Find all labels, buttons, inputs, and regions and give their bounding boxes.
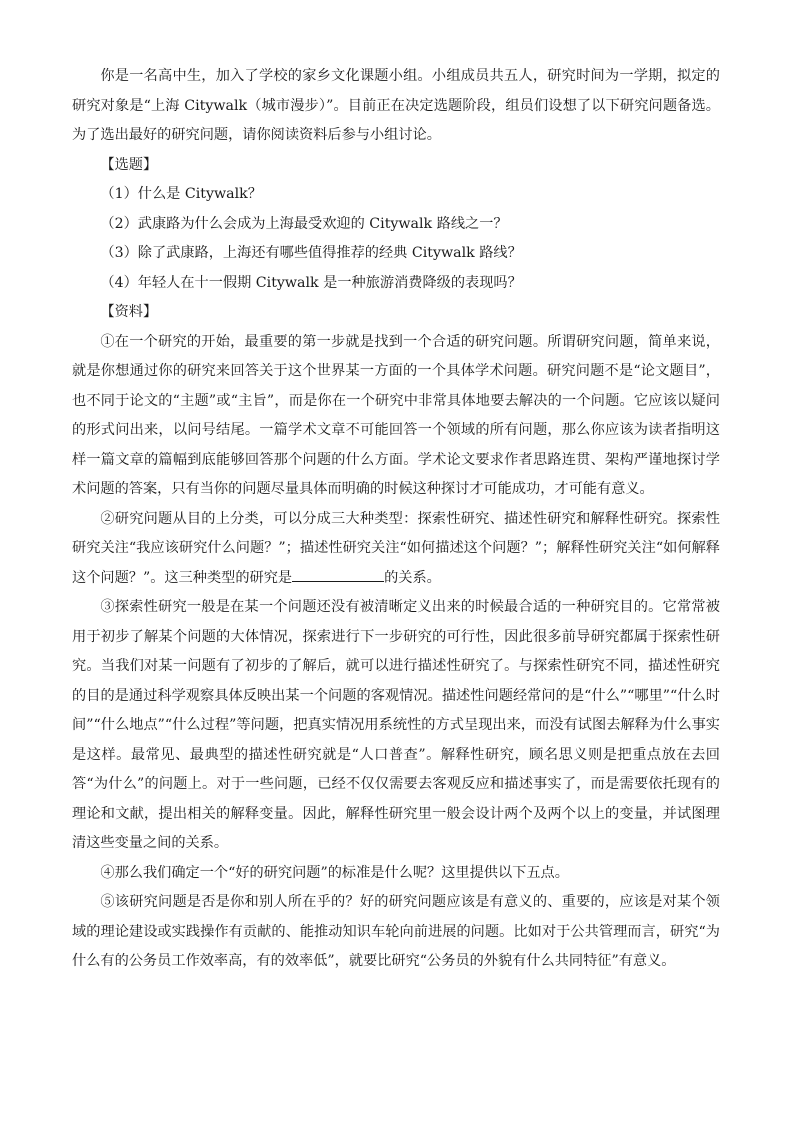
document-page xyxy=(72,62,720,977)
topic-item-4: （4）年轻人在十一假期 Citywalk 是一种旅游消费降级的表现吗？ xyxy=(100,274,522,291)
material-paragraph-3: ③探索性研究一般是在某一个问题还没有被清晰定义出来的时候最合适的一种研究目的。它常常被用于初步了解某个问题的大体情况，探索进行下一步研究的可行性，因此很多前导研究都属于探索性研究。当我们对某一问题有了初步的了解后，就可以进行描述性研究了。与探索性研究不同，描述性研究的目的是通过科学观察具体反映出某一个问题的客观情况。描述性问题经常问的是“什么”“哪里”“什么时间”“什么地点”“什么过程”等问题，把真实情况用系统性的方式呈现出来，而没有试图去解释为什么事实是这样。最常见、最典型的描述性研究就是“人口普查”。解释性研究，顾名思义则是把重点放在去回答“为什么”的问题上。对于一些问题，已经不仅仅需要去客观反应和描述事实了，而是需要依托现有的理论和文献，提出相关的解释变量。因此，解释性研究里一般会设计两个及两个以上的变量，并试图理清这些变量之间的关系。 xyxy=(72,599,720,851)
topic-item-2: （2）武康路为什么会成为上海最受欢迎的 Citywalk 路线之一？ xyxy=(100,215,508,232)
topics-heading: 【选题】 xyxy=(100,156,158,173)
topic-item-1: （1）什么是 Citywalk？ xyxy=(100,186,262,202)
paragraph-2-text-before: ②研究问题从目的上分类，可以分成三大种类型：探索性研究、描述性研究和解释性研究。探索性研究关注“我应该研究什么问题？”；描述性研究关注“如何描述这个问题？”；解释性研究关注“如何解释这个问题？”。这三种类型的研究是 xyxy=(72,510,720,586)
topic-item-3: （3）除了武康路，上海还有哪些值得推荐的经典 Citywalk 路线？ xyxy=(100,245,522,261)
paragraph-2-text-after: 的关系。 xyxy=(384,569,441,586)
fill-in-blank[interactable] xyxy=(292,566,384,581)
material-paragraph-4: ④那么我们确定一个“好的研究问题”的标准是什么呢？这里提供以下五点。 xyxy=(100,864,569,881)
material-paragraph-2 xyxy=(72,505,720,594)
materials-heading: 【资料】 xyxy=(100,304,158,320)
intro-paragraph: 你是一名高中生，加入了学校的家乡文化课题小组。小组成员共五人，研究时间为一学期，拟定的研究对象是“上海 Citywalk（城市漫步）”。目前正在决定选题阶段，组员们设想了以下研究问题备选。为了选出最好的研究问题，请你阅读资料后参与小组讨论。 xyxy=(72,68,720,143)
material-paragraph-5: ⑤该研究问题是否是你和别人所在乎的？好的研究问题应该是有意义的、重要的，应该是对某个领域的理论建设或实践操作有贡献的、能推动知识车轮向前进展的问题。比如对于公共管理而言，研究“为什么有的公务员工作效率高，有的效率低”，就要比研究“公务员的外貌有什么共同特征”有意义。 xyxy=(72,894,720,969)
material-paragraph-1: ①在一个研究的开始，最重要的第一步就是找到一个合适的研究问题。所谓研究问题，简单来说，就是你想通过你的研究来回答关于这个世界某一方面的一个具体学术问题。研究问题不是“论文题目”，也不同于论文的“主题”或“主旨”，而是你在一个研究中非常具体地要去解决的一个问题。它应该以疑问的形式问出来，以问号结尾。一篇学术文章不可能回答一个领域的所有问题，那么你应该为读者指明这样一篇文章的篇幅到底能够回答那个问题的什么方面。学术论文要求作者思路连贯、架构严谨地探讨学术问题的答案，只有当你的问题尽量具体而明确的时候这种探讨才可能成功，才可能有意义。 xyxy=(72,333,720,497)
